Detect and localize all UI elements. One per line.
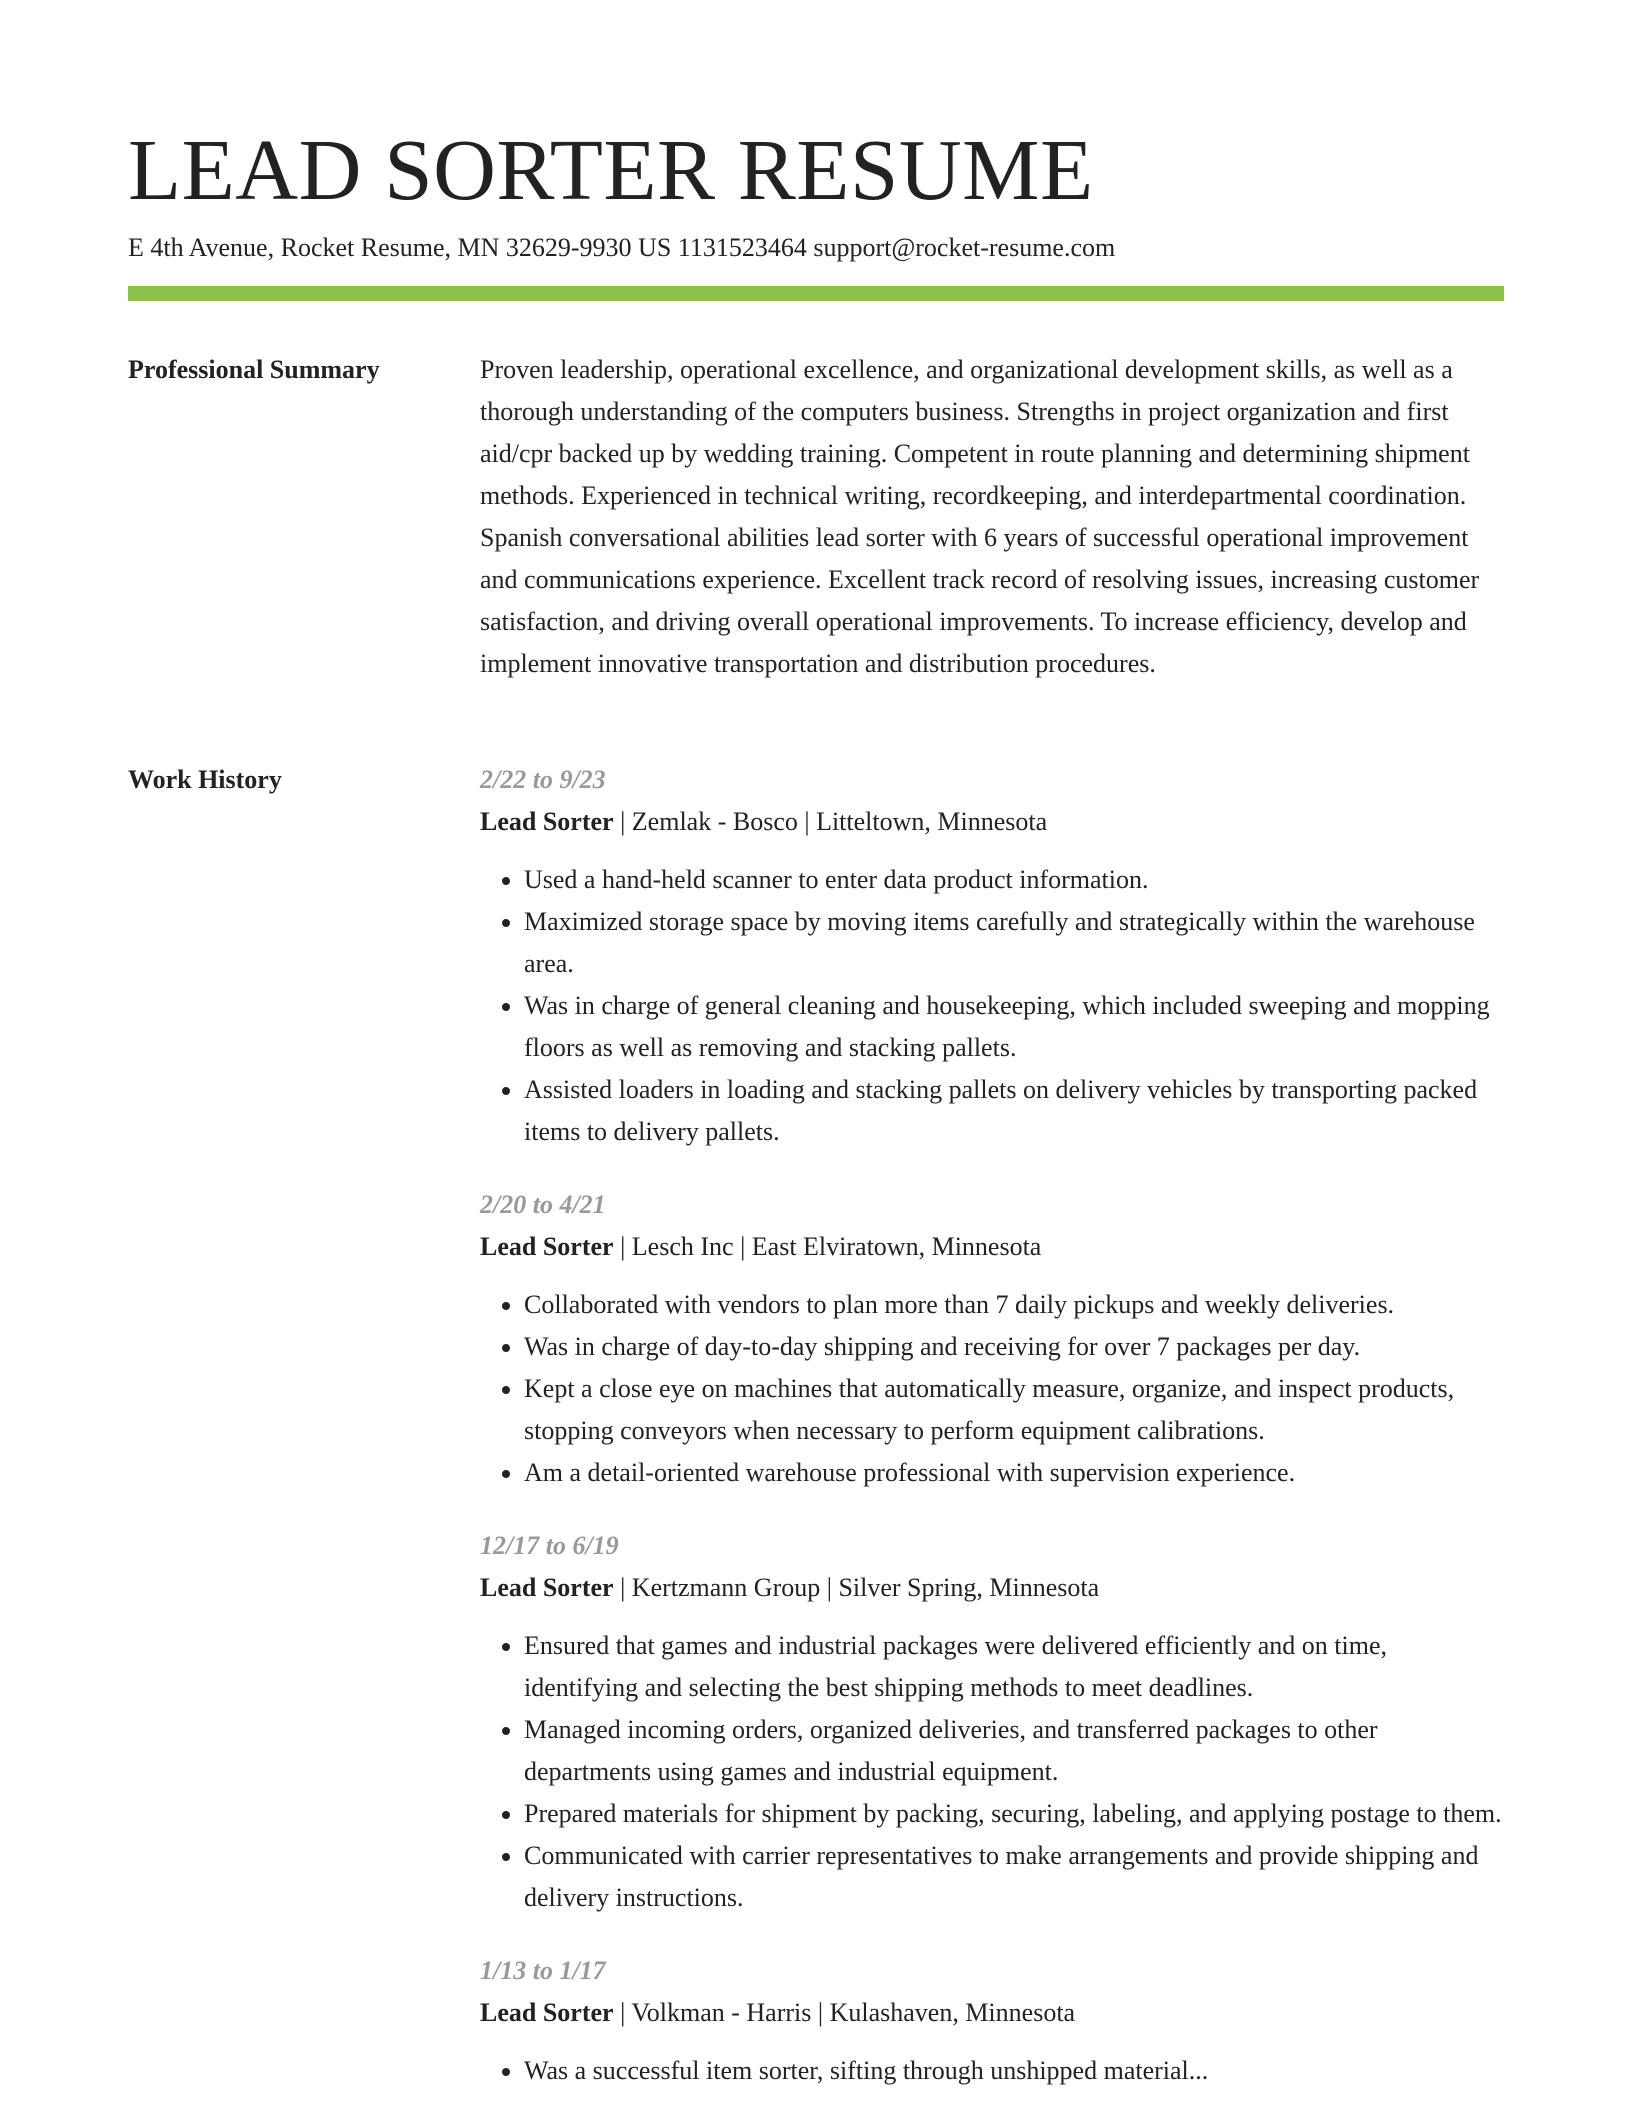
- job-entry: [480, 1184, 1504, 1494]
- job-bullet: • Was in charge of day-to-day shipping and receiving for over 7 packages per day.: [524, 1326, 1504, 1368]
- job-entry: [480, 1950, 1504, 2092]
- job-entry: [480, 759, 1504, 1153]
- job-bullet-list: [480, 1284, 1504, 1494]
- job-employer-location: | Kertzmann Group | Silver Spring, Minnesota: [613, 1573, 1100, 1602]
- job-employer-location: | Zemlak - Bosco | Litteltown, Minnesota: [613, 807, 1048, 836]
- job-bullet: • Communicated with carrier representatives to make arrangements and provide shipping and delivery instructions.: [524, 1835, 1504, 1919]
- job-employer-location: | Volkman - Harris | Kulashaven, Minnesota: [613, 1998, 1076, 2027]
- section-label-work-history: Work History: [128, 765, 282, 794]
- job-bullet: • Assisted loaders in loading and stacking pallets on delivery vehicles by transporting packed items to delivery pallets.: [524, 1069, 1504, 1153]
- job-role: Lead Sorter: [480, 1998, 614, 2027]
- job-bullet: • Ensured that games and industrial packages were delivered efficiently and on time, identifying and selecting the best shipping methods to meet deadlines.: [524, 1625, 1504, 1709]
- job-role: Lead Sorter: [480, 807, 614, 836]
- job-bullet: • Used a hand-held scanner to enter data product information.: [524, 859, 1504, 901]
- job-bullet-list: [480, 2050, 1504, 2092]
- job-dates: 2/20 to 4/21: [480, 1190, 606, 1219]
- job-dates: 1/13 to 1/17: [480, 1956, 606, 1985]
- job-bullet: • Collaborated with vendors to plan more than 7 daily pickups and weekly deliveries.: [524, 1284, 1504, 1326]
- professional-summary-section: [480, 349, 1504, 685]
- job-bullet: • Kept a close eye on machines that automatically measure, organize, and inspect products, stopping conveyors when necessary to perform equipment calibrations.: [524, 1368, 1504, 1452]
- job-title-line: [480, 801, 1504, 843]
- job-title-line: [480, 1226, 1504, 1268]
- job-bullet-list: [480, 1625, 1504, 1919]
- job-bullet: • Prepared materials for shipment by packing, securing, labeling, and applying postage to them.: [524, 1793, 1504, 1835]
- job-role: Lead Sorter: [480, 1232, 614, 1261]
- resume-title: LEAD SORTER RESUME: [128, 121, 1094, 218]
- job-bullet: • Maximized storage space by moving items carefully and strategically within the warehouse area.: [524, 901, 1504, 985]
- job-dates: 2/22 to 9/23: [480, 765, 606, 794]
- work-history-section: [480, 759, 1504, 2123]
- job-bullet: • Was a successful item sorter, sifting through unshipped material...: [524, 2050, 1504, 2092]
- job-title-line: [480, 1992, 1504, 2034]
- job-title-line: [480, 1567, 1504, 1609]
- job-bullet: • Was in charge of general cleaning and housekeeping, which included sweeping and mopping floors as well as removing and stacking pallets.: [524, 985, 1504, 1069]
- header-accent-rule: [128, 286, 1504, 301]
- job-entry: [480, 1525, 1504, 1919]
- summary-text: Proven leadership, operational excellence, and organizational development skills, as well as a thorough understanding of the computers business. Strengths in project organization and first aid/cpr backed up by wedding training. Competent in route planning and determining shipment methods. Experienced in technical writing, recordkeeping, and interdepartmental coordination. Spanish conversational abilities lead sorter with 6 years of successful operational improvement and communications experience. Excellent track record of resolving issues, increasing customer satisfaction, and driving overall operational improvements. To increase efficiency, develop and implement innovative transportation and distribution procedures.: [480, 355, 1480, 678]
- job-bullet: • Managed incoming orders, organized deliveries, and transferred packages to other departments using games and industrial equipment.: [524, 1709, 1504, 1793]
- job-role: Lead Sorter: [480, 1573, 614, 1602]
- job-employer-location: | Lesch Inc | East Elviratown, Minnesota: [613, 1232, 1042, 1261]
- contact-info: E 4th Avenue, Rocket Resume, MN 32629-9930 US 1131523464 support@rocket-resume.com: [128, 233, 1116, 262]
- job-bullet: • Am a detail-oriented warehouse professional with supervision experience.: [524, 1452, 1504, 1494]
- job-bullet-list: [480, 859, 1504, 1153]
- section-label-professional-summary: Professional Summary: [128, 355, 380, 384]
- job-dates: 12/17 to 6/19: [480, 1531, 619, 1560]
